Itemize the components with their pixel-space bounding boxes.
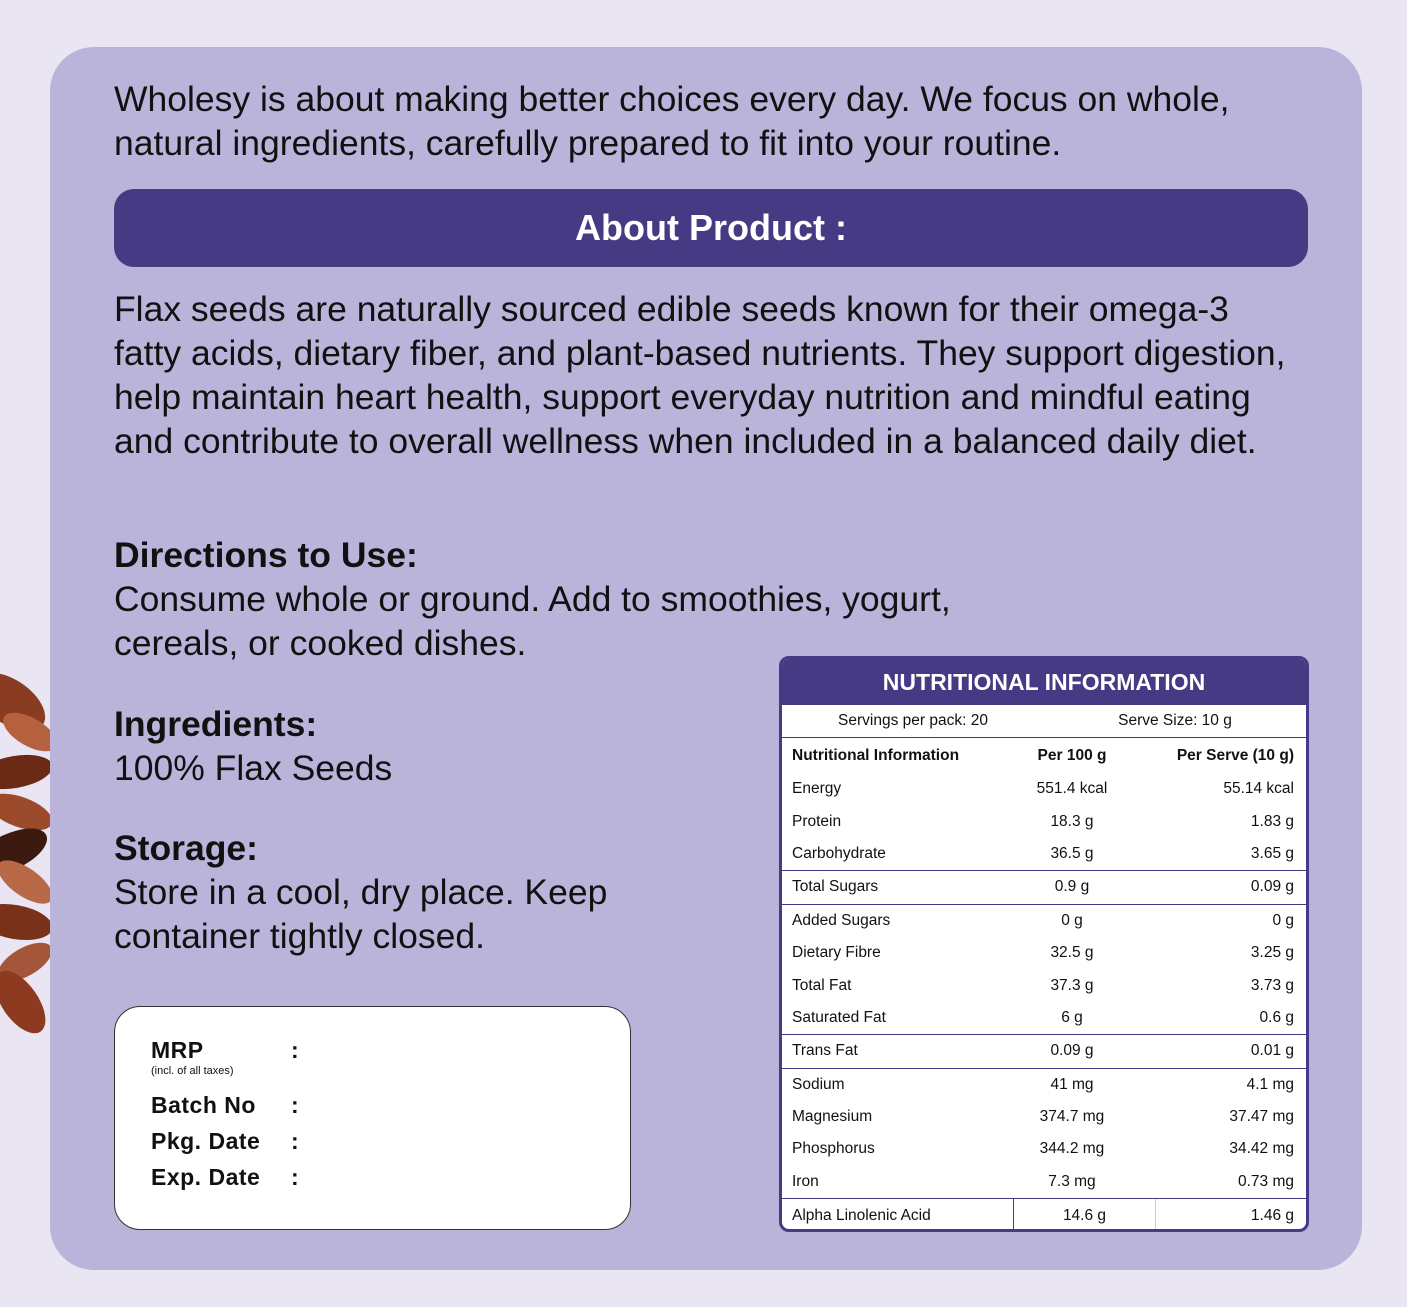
serving-info [782, 705, 1306, 738]
ingredients-heading: Ingredients: [114, 704, 318, 744]
table-row [782, 1068, 1306, 1101]
pkg-date-colon: : [291, 1128, 300, 1154]
table-row [782, 1034, 1306, 1067]
mrp-note: (incl. of all taxes) [151, 1065, 234, 1077]
batch-label-box [114, 1006, 631, 1230]
table-row [782, 904, 1306, 937]
about-product-banner: About Product : [114, 189, 1308, 267]
per-serve-value: 0.09 g [1250, 878, 1294, 896]
nutrition-table [779, 656, 1309, 1232]
per-100g-value: 37.3 g [1050, 976, 1094, 994]
directions-text: Consume whole or ground. Add to smoothies, yogurt, cereals, or cooked dishes. [114, 579, 951, 663]
nutrient-name: Total Fat [792, 976, 852, 994]
per-serve-value: 1.83 g [1250, 812, 1294, 830]
header-per-serve: Per Serve (10 g) [1176, 746, 1294, 764]
table-row [782, 805, 1306, 837]
batch-row [151, 1092, 300, 1119]
per-100g-value: 0.9 g [1054, 878, 1090, 896]
per-serve-value: 34.42 mg [1229, 1140, 1294, 1158]
nutrition-title: NUTRITIONAL INFORMATION [782, 659, 1306, 705]
product-info-card [50, 47, 1362, 1270]
per-100g-value: 6 g [1061, 1008, 1083, 1026]
nutrient-name: Carbohydrate [792, 844, 886, 862]
table-row [782, 1101, 1306, 1133]
table-row [782, 969, 1306, 1001]
ingredients-text: 100% Flax Seeds [114, 748, 393, 788]
per-serve-value: 0.01 g [1250, 1042, 1294, 1060]
per-100g-value: 32.5 g [1050, 944, 1094, 962]
brand-intro: Wholesy is about making better choices every day. We focus on whole, natural ingredients, carefully prepared to fit into your routine. [114, 79, 1230, 163]
per-serve-value: 37.47 mg [1229, 1108, 1294, 1126]
per-100g-value: 36.5 g [1050, 844, 1094, 862]
per-100g-value: 14.6 g [1014, 1199, 1156, 1232]
exp-date-label: Exp. Date [151, 1164, 261, 1190]
per-100g-value: 18.3 g [1050, 812, 1094, 830]
table-row [782, 1166, 1306, 1198]
pkg-date-row [151, 1128, 300, 1155]
batch-label: Batch No [151, 1092, 256, 1118]
nutrient-name: Phosphorus [792, 1140, 875, 1158]
flax-seeds-image [0, 672, 52, 1042]
nutrient-name: Energy [792, 780, 842, 798]
nutrient-name: Saturated Fat [792, 1008, 886, 1026]
per-serve-value: 55.14 kcal [1223, 780, 1294, 798]
per-serve-value: 4.1 mg [1246, 1075, 1294, 1093]
mrp-label: MRP [151, 1037, 204, 1063]
storage-section [114, 826, 674, 958]
table-row [782, 1133, 1306, 1165]
batch-colon: : [291, 1092, 300, 1118]
directions-section [114, 533, 1014, 665]
nutrient-name: Alpha Linolenic Acid [782, 1199, 1014, 1232]
nutrient-name: Protein [792, 812, 842, 830]
about-product-text: Flax seeds are naturally sourced edible seeds known for their omega-3 fatty acids, dietary fiber, and plant-based nutrients. They support digestion, help maintain heart health, support everyday nutrition and mindful eating and contribute to overall wellness when included in a balanced daily diet. [114, 289, 1286, 461]
per-serve-value: 3.65 g [1250, 844, 1294, 862]
storage-text: Store in a cool, dry place. Keep container tightly closed. [114, 872, 608, 956]
per-100g-value: 374.7 mg [1039, 1108, 1105, 1126]
table-row [782, 870, 1306, 903]
header-per-100g: Per 100 g [1037, 746, 1107, 764]
per-100g-value: 0 g [1061, 911, 1083, 929]
nutrient-name: Total Sugars [792, 878, 879, 896]
nutrient-name: Sodium [792, 1075, 845, 1093]
nutrient-name: Dietary Fibre [792, 944, 881, 962]
table-row [782, 773, 1306, 805]
storage-heading: Storage: [114, 828, 258, 868]
directions-heading: Directions to Use: [114, 535, 418, 575]
per-serve-value: 3.73 g [1250, 976, 1294, 994]
table-row [782, 1198, 1306, 1232]
nutrient-name: Magnesium [792, 1108, 873, 1126]
per-100g-value: 7.3 mg [1048, 1172, 1096, 1190]
ingredients-section [114, 702, 392, 790]
table-row [782, 838, 1306, 870]
mrp-row [151, 1037, 300, 1064]
table-row [782, 1002, 1306, 1034]
per-serve-value: 0.73 mg [1237, 1172, 1294, 1190]
table-header [782, 738, 1306, 773]
per-100g-value: 0.09 g [1050, 1042, 1094, 1060]
per-serve-value: 0 g [1272, 911, 1294, 929]
exp-date-row [151, 1164, 300, 1191]
per-serve-value: 3.25 g [1250, 944, 1294, 962]
nutrient-name: Added Sugars [792, 911, 891, 929]
mrp-colon: : [291, 1037, 300, 1063]
per-100g-value: 41 mg [1050, 1075, 1094, 1093]
nutrient-name: Iron [792, 1172, 819, 1190]
pkg-date-label: Pkg. Date [151, 1128, 261, 1154]
nutrient-name: Trans Fat [792, 1042, 858, 1060]
exp-date-colon: : [291, 1164, 300, 1190]
per-serve-value: 1.46 g [1250, 1206, 1294, 1224]
header-nutrient: Nutritional Information [792, 746, 960, 764]
per-100g-value: 551.4 kcal [1036, 780, 1108, 798]
per-serve-value: 0.6 g [1259, 1008, 1294, 1026]
servings-per-pack: Servings per pack: 20 [838, 712, 988, 729]
per-100g-value: 344.2 mg [1039, 1140, 1105, 1158]
table-row [782, 937, 1306, 969]
serve-size: Serve Size: 10 g [1118, 712, 1232, 729]
